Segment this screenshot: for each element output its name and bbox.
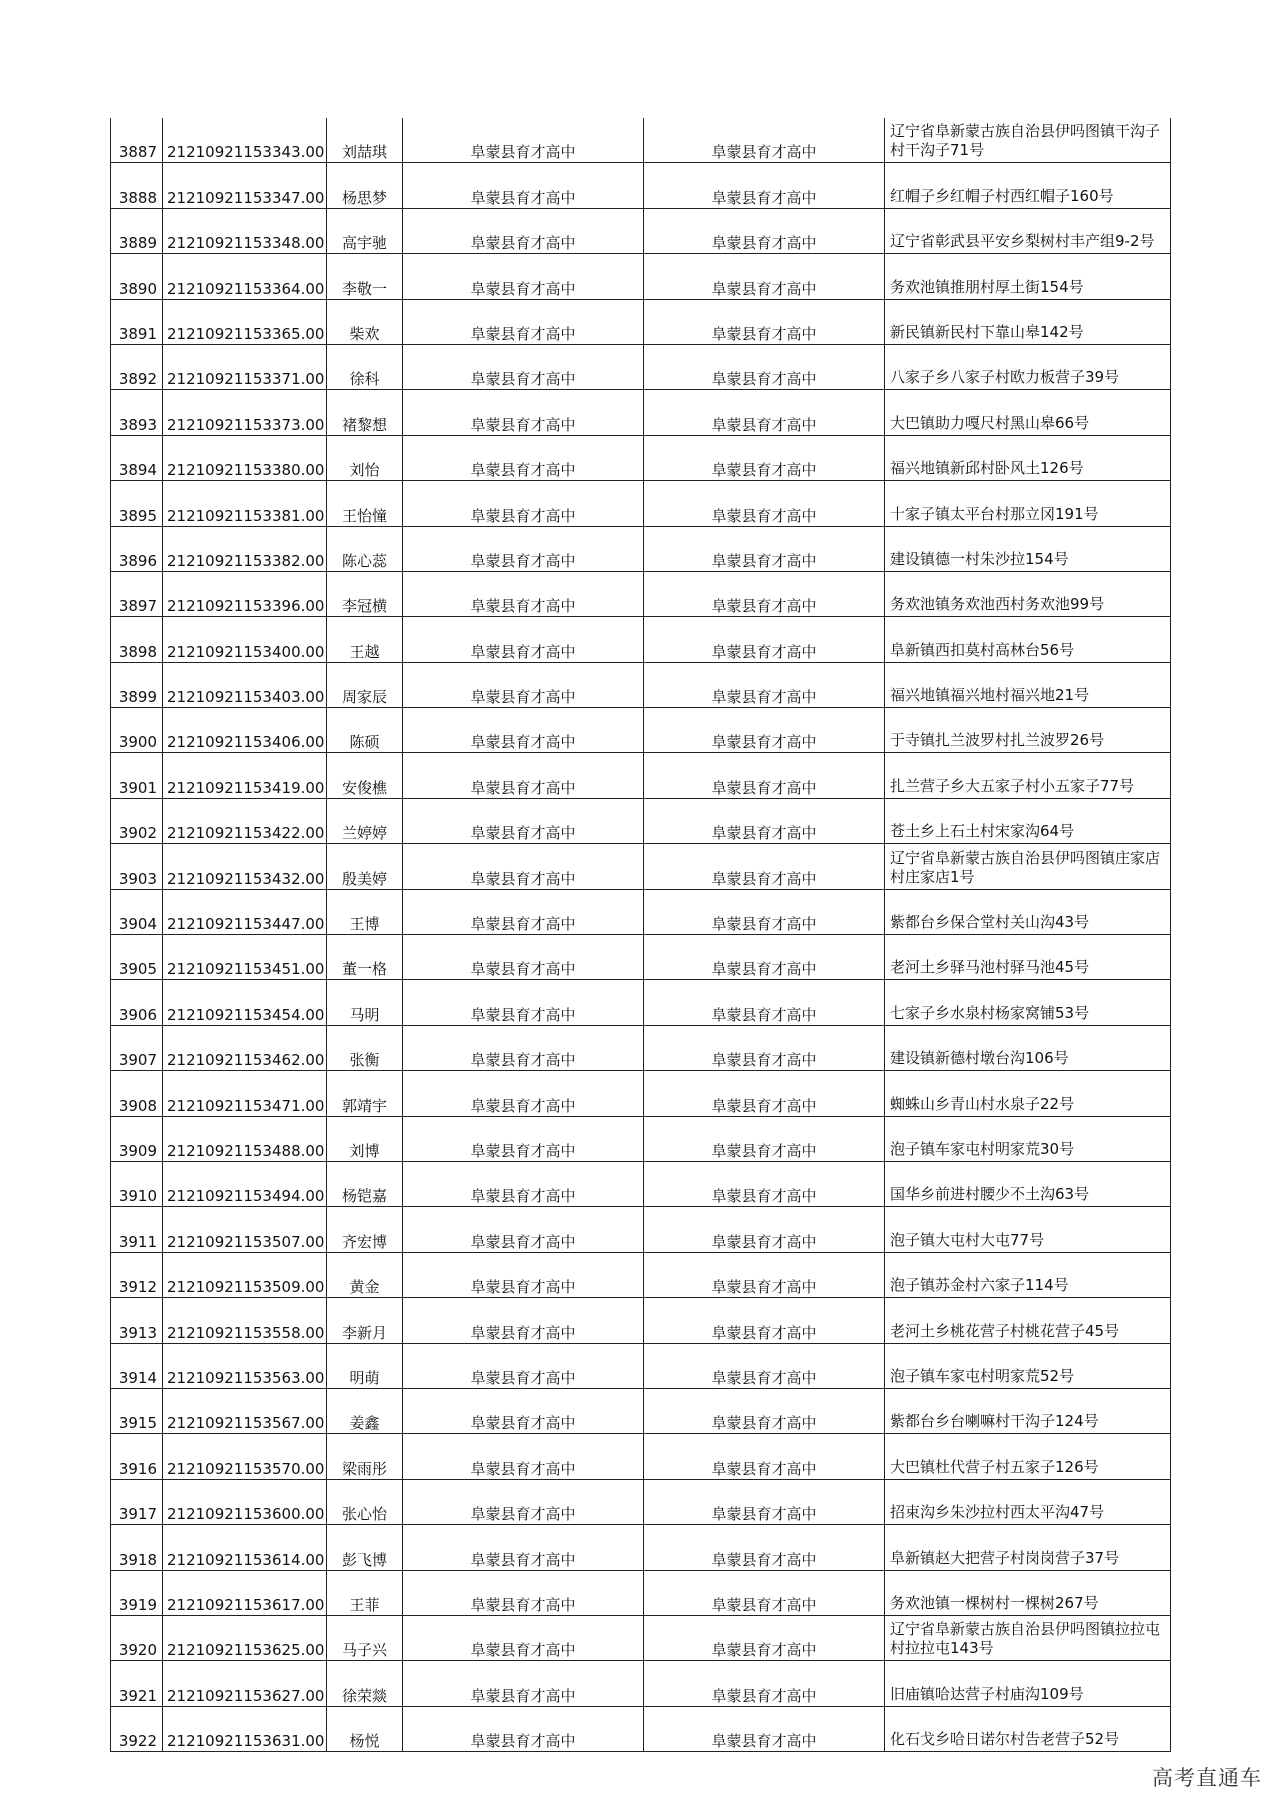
- row-number-cell: 3915: [111, 1388, 163, 1433]
- student-name-cell: 杨思梦: [327, 163, 403, 208]
- address-cell: 蜘蛛山乡青山村水泉子22号: [885, 1071, 1171, 1116]
- address-cell: 务欢池镇推朋村厚土街154号: [885, 254, 1171, 299]
- exam-id-cell: 21210921153488.00: [163, 1116, 327, 1161]
- school-cell: 阜蒙县育才高中: [403, 1570, 644, 1615]
- school-cell: 阜蒙县育才高中: [403, 1025, 644, 1070]
- table-row: [111, 118, 1171, 163]
- student-name-cell: 姜鑫: [327, 1388, 403, 1433]
- address-cell: 福兴地镇福兴地村福兴地21号: [885, 662, 1171, 707]
- admission-school-cell: 阜蒙县育才高中: [644, 1252, 885, 1297]
- exam-id-cell: 21210921153567.00: [163, 1388, 327, 1433]
- student-name-cell: 殷美婷: [327, 844, 403, 889]
- admission-school-cell: 阜蒙县育才高中: [644, 798, 885, 843]
- school-cell: 阜蒙县育才高中: [403, 163, 644, 208]
- exam-id-cell: 21210921153600.00: [163, 1479, 327, 1524]
- address-cell: 辽宁省阜新蒙古族自治县伊吗图镇拉拉屯村拉拉屯143号: [885, 1615, 1171, 1660]
- student-name-cell: 陈硕: [327, 708, 403, 753]
- address-cell: 阜新镇西扣莫村高林台56号: [885, 617, 1171, 662]
- address-cell: 国华乡前进村腰少不土沟63号: [885, 1161, 1171, 1206]
- address-cell: 辽宁省阜新蒙古族自治县伊吗图镇干沟子村干沟子71号: [885, 118, 1171, 163]
- address-cell: 扎兰营子乡大五家子村小五家子77号: [885, 753, 1171, 798]
- school-cell: 阜蒙县育才高中: [403, 1116, 644, 1161]
- row-number-cell: 3889: [111, 208, 163, 253]
- school-cell: 阜蒙县育才高中: [403, 1615, 644, 1660]
- address-cell: 八家子乡八家子村欧力板营子39号: [885, 344, 1171, 389]
- admission-school-cell: 阜蒙县育才高中: [644, 344, 885, 389]
- table-row: [111, 844, 1171, 889]
- address-cell: 务欢池镇务欢池西村务欢池99号: [885, 571, 1171, 616]
- school-cell: 阜蒙县育才高中: [403, 208, 644, 253]
- school-cell: 阜蒙县育才高中: [403, 889, 644, 934]
- school-cell: 阜蒙县育才高中: [403, 980, 644, 1025]
- address-cell: 新民镇新民村下靠山皋142号: [885, 299, 1171, 344]
- address-cell: 大巴镇杜代营子村五家子126号: [885, 1434, 1171, 1479]
- admission-school-cell: 阜蒙县育才高中: [644, 1071, 885, 1116]
- student-name-cell: 张衡: [327, 1025, 403, 1070]
- admission-school-cell: 阜蒙县育才高中: [644, 1479, 885, 1524]
- row-number-cell: 3913: [111, 1298, 163, 1343]
- table-row: [111, 163, 1171, 208]
- exam-id-cell: 21210921153343.00: [163, 118, 327, 163]
- row-number-cell: 3919: [111, 1570, 163, 1615]
- row-number-cell: 3909: [111, 1116, 163, 1161]
- exam-id-cell: 21210921153558.00: [163, 1298, 327, 1343]
- address-cell: 泡子镇苏金村六家子114号: [885, 1252, 1171, 1297]
- admission-school-cell: 阜蒙县育才高中: [644, 1388, 885, 1433]
- student-name-cell: 兰婷婷: [327, 798, 403, 843]
- student-name-cell: 马明: [327, 980, 403, 1025]
- table-row: [111, 1661, 1171, 1706]
- address-cell: 辽宁省阜新蒙古族自治县伊吗图镇庄家店村庄家店1号: [885, 844, 1171, 889]
- row-number-cell: 3898: [111, 617, 163, 662]
- school-cell: 阜蒙县育才高中: [403, 390, 644, 435]
- school-cell: 阜蒙县育才高中: [403, 935, 644, 980]
- school-cell: 阜蒙县育才高中: [403, 662, 644, 707]
- exam-id-cell: 21210921153462.00: [163, 1025, 327, 1070]
- admission-school-cell: 阜蒙县育才高中: [644, 708, 885, 753]
- address-cell: 招束沟乡朱沙拉村西太平沟47号: [885, 1479, 1171, 1524]
- admission-school-cell: 阜蒙县育才高中: [644, 1025, 885, 1070]
- row-number-cell: 3893: [111, 390, 163, 435]
- table-row: [111, 662, 1171, 707]
- student-name-cell: 陈心蕊: [327, 526, 403, 571]
- student-name-cell: 王博: [327, 889, 403, 934]
- school-cell: 阜蒙县育才高中: [403, 1343, 644, 1388]
- address-cell: 紫都台乡台喇嘛村干沟子124号: [885, 1388, 1171, 1433]
- row-number-cell: 3907: [111, 1025, 163, 1070]
- school-cell: 阜蒙县育才高中: [403, 435, 644, 480]
- admission-school-cell: 阜蒙县育才高中: [644, 980, 885, 1025]
- exam-id-cell: 21210921153617.00: [163, 1570, 327, 1615]
- table-row: [111, 390, 1171, 435]
- exam-id-cell: 21210921153396.00: [163, 571, 327, 616]
- admission-school-cell: 阜蒙县育才高中: [644, 662, 885, 707]
- student-name-cell: 安俊樵: [327, 753, 403, 798]
- student-list-table: [110, 118, 1171, 1752]
- address-cell: 辽宁省彰武县平安乡梨树村丰产组9-2号: [885, 208, 1171, 253]
- school-cell: 阜蒙县育才高中: [403, 798, 644, 843]
- student-name-cell: 王越: [327, 617, 403, 662]
- school-cell: 阜蒙县育才高中: [403, 1706, 644, 1751]
- address-cell: 务欢池镇一棵树村一棵树267号: [885, 1570, 1171, 1615]
- admission-school-cell: 阜蒙县育才高中: [644, 163, 885, 208]
- address-cell: 泡子镇大屯村大屯77号: [885, 1207, 1171, 1252]
- address-cell: 泡子镇车家屯村明家荒52号: [885, 1343, 1171, 1388]
- table-row: [111, 571, 1171, 616]
- student-name-cell: 周家辰: [327, 662, 403, 707]
- student-name-cell: 刘博: [327, 1116, 403, 1161]
- admission-school-cell: 阜蒙县育才高中: [644, 753, 885, 798]
- row-number-cell: 3917: [111, 1479, 163, 1524]
- address-cell: 七家子乡水泉村杨家窝铺53号: [885, 980, 1171, 1025]
- table-row: [111, 708, 1171, 753]
- student-name-cell: 柴欢: [327, 299, 403, 344]
- school-cell: 阜蒙县育才高中: [403, 1525, 644, 1570]
- row-number-cell: 3904: [111, 889, 163, 934]
- admission-school-cell: 阜蒙县育才高中: [644, 1161, 885, 1206]
- exam-id-cell: 21210921153451.00: [163, 935, 327, 980]
- student-name-cell: 马子兴: [327, 1615, 403, 1660]
- exam-id-cell: 21210921153347.00: [163, 163, 327, 208]
- exam-id-cell: 21210921153625.00: [163, 1615, 327, 1660]
- admission-school-cell: 阜蒙县育才高中: [644, 1661, 885, 1706]
- address-cell: 老河土乡驿马池村驿马池45号: [885, 935, 1171, 980]
- row-number-cell: 3921: [111, 1661, 163, 1706]
- table-row: [111, 526, 1171, 571]
- exam-id-cell: 21210921153631.00: [163, 1706, 327, 1751]
- student-name-cell: 李新月: [327, 1298, 403, 1343]
- student-name-cell: 李冠横: [327, 571, 403, 616]
- school-cell: 阜蒙县育才高中: [403, 708, 644, 753]
- admission-school-cell: 阜蒙县育才高中: [644, 1207, 885, 1252]
- table-row: [111, 1479, 1171, 1524]
- student-name-cell: 黄金: [327, 1252, 403, 1297]
- student-name-cell: 王怡憧: [327, 481, 403, 526]
- address-cell: 老河土乡桃花营子村桃花营子45号: [885, 1298, 1171, 1343]
- admission-school-cell: 阜蒙县育才高中: [644, 844, 885, 889]
- exam-id-cell: 21210921153348.00: [163, 208, 327, 253]
- exam-id-cell: 21210921153570.00: [163, 1434, 327, 1479]
- row-number-cell: 3900: [111, 708, 163, 753]
- address-cell: 红帽子乡红帽子村西红帽子160号: [885, 163, 1171, 208]
- exam-id-cell: 21210921153627.00: [163, 1661, 327, 1706]
- school-cell: 阜蒙县育才高中: [403, 254, 644, 299]
- table-row: [111, 1298, 1171, 1343]
- school-cell: 阜蒙县育才高中: [403, 1298, 644, 1343]
- admission-school-cell: 阜蒙县育才高中: [644, 1434, 885, 1479]
- table-row: [111, 481, 1171, 526]
- table-row: [111, 1434, 1171, 1479]
- student-name-cell: 高宇驰: [327, 208, 403, 253]
- exam-id-cell: 21210921153364.00: [163, 254, 327, 299]
- address-cell: 于寺镇扎兰波罗村扎兰波罗26号: [885, 708, 1171, 753]
- school-cell: 阜蒙县育才高中: [403, 1661, 644, 1706]
- student-name-cell: 彭飞博: [327, 1525, 403, 1570]
- table-row: [111, 753, 1171, 798]
- admission-school-cell: 阜蒙县育才高中: [644, 1298, 885, 1343]
- exam-id-cell: 21210921153365.00: [163, 299, 327, 344]
- table-row: [111, 1025, 1171, 1070]
- student-name-cell: 王菲: [327, 1570, 403, 1615]
- table-row: [111, 1343, 1171, 1388]
- exam-id-cell: 21210921153400.00: [163, 617, 327, 662]
- row-number-cell: 3918: [111, 1525, 163, 1570]
- exam-id-cell: 21210921153614.00: [163, 1525, 327, 1570]
- table-row: [111, 344, 1171, 389]
- row-number-cell: 3901: [111, 753, 163, 798]
- table-row: [111, 935, 1171, 980]
- exam-id-cell: 21210921153403.00: [163, 662, 327, 707]
- exam-id-cell: 21210921153471.00: [163, 1071, 327, 1116]
- student-name-cell: 徐科: [327, 344, 403, 389]
- school-cell: 阜蒙县育才高中: [403, 1207, 644, 1252]
- student-name-cell: 齐宏博: [327, 1207, 403, 1252]
- admission-school-cell: 阜蒙县育才高中: [644, 1615, 885, 1660]
- row-number-cell: 3903: [111, 844, 163, 889]
- address-cell: 十家子镇太平台村那立冈191号: [885, 481, 1171, 526]
- admission-school-cell: 阜蒙县育才高中: [644, 1116, 885, 1161]
- row-number-cell: 3896: [111, 526, 163, 571]
- table-row: [111, 1161, 1171, 1206]
- row-number-cell: 3894: [111, 435, 163, 480]
- admission-school-cell: 阜蒙县育才高中: [644, 571, 885, 616]
- watermark-text: 高考直通车: [1152, 1766, 1262, 1790]
- admission-school-cell: 阜蒙县育才高中: [644, 526, 885, 571]
- student-name-cell: 董一格: [327, 935, 403, 980]
- row-number-cell: 3922: [111, 1706, 163, 1751]
- row-number-cell: 3902: [111, 798, 163, 843]
- row-number-cell: 3895: [111, 481, 163, 526]
- student-name-cell: 刘喆琪: [327, 118, 403, 163]
- table-row: [111, 889, 1171, 934]
- table-row: [111, 208, 1171, 253]
- row-number-cell: 3911: [111, 1207, 163, 1252]
- exam-id-cell: 21210921153406.00: [163, 708, 327, 753]
- exam-id-cell: 21210921153509.00: [163, 1252, 327, 1297]
- table-row: [111, 1071, 1171, 1116]
- address-cell: 阜新镇赵大把营子村岗岗营子37号: [885, 1525, 1171, 1570]
- row-number-cell: 3914: [111, 1343, 163, 1388]
- address-cell: 福兴地镇新邱村卧风土126号: [885, 435, 1171, 480]
- address-cell: 苍土乡上石土村宋家沟64号: [885, 798, 1171, 843]
- student-name-cell: 梁雨彤: [327, 1434, 403, 1479]
- school-cell: 阜蒙县育才高中: [403, 481, 644, 526]
- exam-id-cell: 21210921153494.00: [163, 1161, 327, 1206]
- exam-id-cell: 21210921153454.00: [163, 980, 327, 1025]
- admission-school-cell: 阜蒙县育才高中: [644, 935, 885, 980]
- exam-id-cell: 21210921153380.00: [163, 435, 327, 480]
- table-row: [111, 1525, 1171, 1570]
- table-row: [111, 617, 1171, 662]
- school-cell: 阜蒙县育才高中: [403, 1161, 644, 1206]
- admission-school-cell: 阜蒙县育才高中: [644, 1343, 885, 1388]
- admission-school-cell: 阜蒙县育才高中: [644, 1706, 885, 1751]
- table-row: [111, 798, 1171, 843]
- exam-id-cell: 21210921153432.00: [163, 844, 327, 889]
- row-number-cell: 3890: [111, 254, 163, 299]
- admission-school-cell: 阜蒙县育才高中: [644, 889, 885, 934]
- row-number-cell: 3897: [111, 571, 163, 616]
- admission-school-cell: 阜蒙县育才高中: [644, 481, 885, 526]
- school-cell: 阜蒙县育才高中: [403, 1479, 644, 1524]
- address-cell: 大巴镇助力嘎尺村黑山皋66号: [885, 390, 1171, 435]
- school-cell: 阜蒙县育才高中: [403, 1252, 644, 1297]
- row-number-cell: 3908: [111, 1071, 163, 1116]
- admission-school-cell: 阜蒙县育才高中: [644, 299, 885, 344]
- exam-id-cell: 21210921153381.00: [163, 481, 327, 526]
- row-number-cell: 3899: [111, 662, 163, 707]
- admission-school-cell: 阜蒙县育才高中: [644, 118, 885, 163]
- student-name-cell: 徐荣燚: [327, 1661, 403, 1706]
- exam-id-cell: 21210921153422.00: [163, 798, 327, 843]
- table-row: [111, 1116, 1171, 1161]
- row-number-cell: 3892: [111, 344, 163, 389]
- admission-school-cell: 阜蒙县育才高中: [644, 1570, 885, 1615]
- table-row: [111, 1706, 1171, 1751]
- row-number-cell: 3888: [111, 163, 163, 208]
- school-cell: 阜蒙县育才高中: [403, 299, 644, 344]
- student-name-cell: 杨铠嘉: [327, 1161, 403, 1206]
- row-number-cell: 3912: [111, 1252, 163, 1297]
- admission-school-cell: 阜蒙县育才高中: [644, 390, 885, 435]
- table-row: [111, 435, 1171, 480]
- school-cell: 阜蒙县育才高中: [403, 844, 644, 889]
- exam-id-cell: 21210921153419.00: [163, 753, 327, 798]
- row-number-cell: 3905: [111, 935, 163, 980]
- admission-school-cell: 阜蒙县育才高中: [644, 254, 885, 299]
- address-cell: 建设镇德一村朱沙拉154号: [885, 526, 1171, 571]
- school-cell: 阜蒙县育才高中: [403, 344, 644, 389]
- exam-id-cell: 21210921153563.00: [163, 1343, 327, 1388]
- exam-id-cell: 21210921153373.00: [163, 390, 327, 435]
- admission-school-cell: 阜蒙县育才高中: [644, 435, 885, 480]
- school-cell: 阜蒙县育才高中: [403, 571, 644, 616]
- admission-school-cell: 阜蒙县育才高中: [644, 617, 885, 662]
- school-cell: 阜蒙县育才高中: [403, 753, 644, 798]
- exam-id-cell: 21210921153371.00: [163, 344, 327, 389]
- address-cell: 建设镇新德村墩台沟106号: [885, 1025, 1171, 1070]
- exam-id-cell: 21210921153447.00: [163, 889, 327, 934]
- address-cell: 化石戈乡哈日诺尔村告老营子52号: [885, 1706, 1171, 1751]
- table-row: [111, 299, 1171, 344]
- school-cell: 阜蒙县育才高中: [403, 1388, 644, 1433]
- school-cell: 阜蒙县育才高中: [403, 1434, 644, 1479]
- table-row: [111, 980, 1171, 1025]
- school-cell: 阜蒙县育才高中: [403, 526, 644, 571]
- student-name-cell: 郭靖宇: [327, 1071, 403, 1116]
- student-name-cell: 明萌: [327, 1343, 403, 1388]
- table-row: [111, 1388, 1171, 1433]
- school-cell: 阜蒙县育才高中: [403, 617, 644, 662]
- row-number-cell: 3916: [111, 1434, 163, 1479]
- exam-id-cell: 21210921153382.00: [163, 526, 327, 571]
- table-row: [111, 1252, 1171, 1297]
- admission-school-cell: 阜蒙县育才高中: [644, 208, 885, 253]
- student-name-cell: 杨悦: [327, 1706, 403, 1751]
- table-body: [111, 118, 1171, 1752]
- row-number-cell: 3906: [111, 980, 163, 1025]
- exam-id-cell: 21210921153507.00: [163, 1207, 327, 1252]
- student-name-cell: 刘怡: [327, 435, 403, 480]
- table-row: [111, 1570, 1171, 1615]
- row-number-cell: 3920: [111, 1615, 163, 1660]
- table-row: [111, 254, 1171, 299]
- school-cell: 阜蒙县育才高中: [403, 1071, 644, 1116]
- row-number-cell: 3891: [111, 299, 163, 344]
- student-name-cell: 李敬一: [327, 254, 403, 299]
- address-cell: 泡子镇车家屯村明家荒30号: [885, 1116, 1171, 1161]
- address-cell: 紫都台乡保合堂村关山沟43号: [885, 889, 1171, 934]
- table-row: [111, 1207, 1171, 1252]
- address-cell: 旧庙镇哈达营子村庙沟109号: [885, 1661, 1171, 1706]
- school-cell: 阜蒙县育才高中: [403, 118, 644, 163]
- table-row: [111, 1615, 1171, 1660]
- row-number-cell: 3887: [111, 118, 163, 163]
- student-name-cell: 褚黎想: [327, 390, 403, 435]
- student-name-cell: 张心怡: [327, 1479, 403, 1524]
- admission-school-cell: 阜蒙县育才高中: [644, 1525, 885, 1570]
- row-number-cell: 3910: [111, 1161, 163, 1206]
